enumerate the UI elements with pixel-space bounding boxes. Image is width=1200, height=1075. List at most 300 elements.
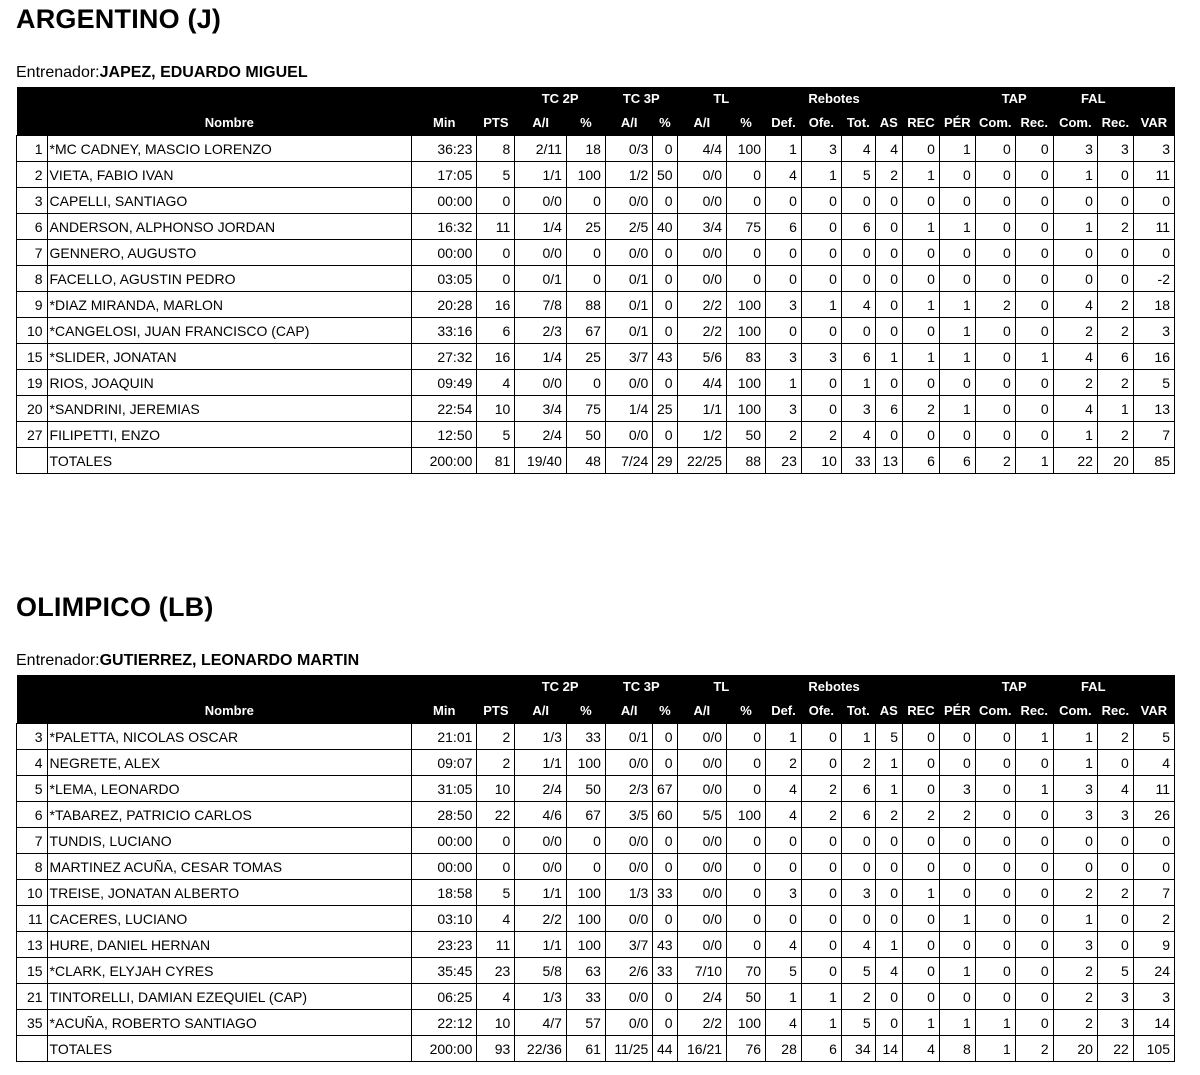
player-number: 21 <box>17 984 48 1010</box>
stat-cell: 0 <box>1015 854 1053 880</box>
stat-cell: 6 <box>841 344 875 370</box>
stat-cell: 0 <box>1097 188 1133 214</box>
column-header: Nombre <box>47 699 412 724</box>
stat-cell: 4 <box>1097 776 1133 802</box>
player-number <box>17 1036 48 1062</box>
stat-cell: 0 <box>975 188 1015 214</box>
stat-cell: 0 <box>875 240 902 266</box>
stat-cell: 0 <box>566 266 605 292</box>
stat-cell: 67 <box>566 318 605 344</box>
stat-cell: 0 <box>903 422 940 448</box>
stat-cell: 11 <box>477 932 515 958</box>
column-header: AS <box>875 699 902 724</box>
column-header: Ofe. <box>801 111 841 136</box>
stat-cell: 0 <box>975 776 1015 802</box>
stat-cell: 1/1 <box>515 880 567 906</box>
stat-cell: 0 <box>975 958 1015 984</box>
player-number: 3 <box>17 188 48 214</box>
stat-cell: 0 <box>975 344 1015 370</box>
stat-cell: 2/2 <box>677 318 727 344</box>
stat-cell: 2 <box>766 422 802 448</box>
player-number: 19 <box>17 370 48 396</box>
player-name: *TABAREZ, PATRICIO CARLOS <box>47 802 412 828</box>
player-row <box>17 724 1175 750</box>
player-row <box>17 802 1175 828</box>
stat-cell: 1/3 <box>605 880 652 906</box>
stat-cell: 23 <box>766 448 802 474</box>
stat-cell: 0/0 <box>515 828 567 854</box>
stat-cell: 0 <box>653 1010 677 1036</box>
stat-cell: 3 <box>1133 984 1174 1010</box>
stat-cell: 3 <box>939 776 975 802</box>
stat-cell: 0 <box>875 292 902 318</box>
column-header: PÉR <box>939 111 975 136</box>
player-row <box>17 188 1175 214</box>
stat-cell: 50 <box>566 776 605 802</box>
column-header: PTS <box>477 111 515 136</box>
stat-cell: 1 <box>766 136 802 162</box>
stat-cell: 0/0 <box>515 370 567 396</box>
stat-cell: 23:23 <box>412 932 477 958</box>
stat-cell: 100 <box>727 136 766 162</box>
player-number: 15 <box>17 344 48 370</box>
stat-cell: 1 <box>939 344 975 370</box>
stat-cell: 1/1 <box>677 396 727 422</box>
stat-cell: 0 <box>875 422 902 448</box>
stat-cell: 0 <box>653 318 677 344</box>
stat-cell: 83 <box>727 344 766 370</box>
stat-cell: 2/11 <box>515 136 567 162</box>
stat-cell: 4 <box>1133 750 1174 776</box>
stat-cell: 0 <box>939 370 975 396</box>
stat-cell: 18 <box>566 136 605 162</box>
stat-cell: 17:05 <box>412 162 477 188</box>
stat-cell: 2 <box>1053 984 1097 1010</box>
header-column-row <box>17 111 1175 136</box>
stat-cell: 8 <box>477 136 515 162</box>
stat-cell: 09:07 <box>412 750 477 776</box>
stat-cell: 0 <box>939 266 975 292</box>
stat-cell: 0 <box>801 828 841 854</box>
stat-cell: 0 <box>766 318 802 344</box>
stat-cell: 0 <box>766 906 802 932</box>
stat-cell: 10 <box>477 1010 515 1036</box>
stat-cell: 1 <box>801 984 841 1010</box>
stat-cell: 10 <box>801 448 841 474</box>
stat-cell: 28 <box>766 1036 802 1062</box>
stat-cell: 0 <box>1015 750 1053 776</box>
stat-cell: 0 <box>1053 240 1097 266</box>
header-tc3p: TC 3P <box>605 87 677 111</box>
stat-cell: 1 <box>1053 724 1097 750</box>
stat-cell: 5 <box>841 958 875 984</box>
stat-cell: 2 <box>903 802 940 828</box>
stat-cell: 4 <box>903 1036 940 1062</box>
stat-cell: 0 <box>477 854 515 880</box>
stat-cell: 2/4 <box>677 984 727 1010</box>
stat-cell: 0/0 <box>677 776 727 802</box>
stat-cell: 0 <box>903 370 940 396</box>
stat-cell: 2 <box>1133 906 1174 932</box>
stat-cell: 2 <box>1097 370 1133 396</box>
column-header: % <box>653 699 677 724</box>
column-header: Ofe. <box>801 699 841 724</box>
stat-cell: 4 <box>477 906 515 932</box>
stat-cell: 0 <box>727 266 766 292</box>
stat-cell: 2 <box>1053 880 1097 906</box>
stat-cell: 0 <box>875 984 902 1010</box>
stat-cell: 0 <box>841 188 875 214</box>
stat-cell: 0 <box>801 214 841 240</box>
header-fal: FAL <box>1053 87 1133 111</box>
stat-cell: 16/21 <box>677 1036 727 1062</box>
stat-cell: 0 <box>903 136 940 162</box>
stat-cell: 4 <box>841 292 875 318</box>
stat-cell: 0 <box>1015 396 1053 422</box>
stat-cell: 0/1 <box>605 724 652 750</box>
stat-cell: 3 <box>801 136 841 162</box>
stat-cell: 1 <box>801 162 841 188</box>
stat-cell: 0 <box>1053 188 1097 214</box>
stat-cell: 3 <box>1053 136 1097 162</box>
stat-cell: 22/25 <box>677 448 727 474</box>
player-name: *CLARK, ELYJAH CYRES <box>47 958 412 984</box>
stat-cell: 2 <box>875 802 902 828</box>
stat-cell: 2/4 <box>515 422 567 448</box>
stat-cell: 0 <box>975 984 1015 1010</box>
header-tc3p: TC 3P <box>605 675 677 699</box>
stat-cell: 2 <box>975 448 1015 474</box>
player-number: 8 <box>17 266 48 292</box>
stat-cell: 2/3 <box>515 318 567 344</box>
header-tap: TAP <box>975 675 1053 699</box>
stat-cell: 0 <box>903 318 940 344</box>
stat-cell: 7/24 <box>605 448 652 474</box>
stat-cell: 22 <box>1053 448 1097 474</box>
stat-cell: 0 <box>727 880 766 906</box>
stat-cell: 1 <box>801 1010 841 1036</box>
stat-cell: 0 <box>1097 162 1133 188</box>
stat-cell: 2 <box>801 776 841 802</box>
stat-cell: 33 <box>653 880 677 906</box>
stat-cell: 5 <box>1133 370 1174 396</box>
stat-cell: 0 <box>1097 854 1133 880</box>
stat-cell: 0 <box>975 318 1015 344</box>
header-tc2p: TC 2P <box>515 675 606 699</box>
column-header: % <box>727 699 766 724</box>
stat-cell: 5/8 <box>515 958 567 984</box>
stat-cell: 0 <box>766 240 802 266</box>
stat-cell: 0 <box>766 266 802 292</box>
stat-cell: 0 <box>801 880 841 906</box>
stat-cell: 0 <box>801 240 841 266</box>
stat-cell: 24 <box>1133 958 1174 984</box>
stat-cell: 20 <box>1097 448 1133 474</box>
stat-cell: 3 <box>1133 318 1174 344</box>
stat-cell: 8 <box>939 1036 975 1062</box>
stat-cell: 6 <box>801 1036 841 1062</box>
stat-cell: 0 <box>653 854 677 880</box>
stat-cell: 00:00 <box>412 240 477 266</box>
stat-cell: 0 <box>875 854 902 880</box>
stat-cell: 0 <box>975 240 1015 266</box>
stat-cell: 2 <box>1097 318 1133 344</box>
stat-cell: 0 <box>1015 958 1053 984</box>
stat-cell: 0 <box>727 240 766 266</box>
stat-cell: 22 <box>1097 1036 1133 1062</box>
column-header: Def. <box>766 699 802 724</box>
stat-cell: 0 <box>727 854 766 880</box>
stat-cell: 3 <box>766 396 802 422</box>
stat-cell: 13 <box>875 448 902 474</box>
stat-cell: 0 <box>975 162 1015 188</box>
stat-cell: 6 <box>1097 344 1133 370</box>
stat-cell: 40 <box>653 214 677 240</box>
stat-cell: 33 <box>841 448 875 474</box>
stat-cell: 0 <box>1015 906 1053 932</box>
stat-cell: 0 <box>939 984 975 1010</box>
stat-cell: 0 <box>903 906 940 932</box>
stat-cell: 0 <box>903 750 940 776</box>
player-name: FACELLO, AGUSTIN PEDRO <box>47 266 412 292</box>
stat-cell: 11 <box>477 214 515 240</box>
player-number: 6 <box>17 214 48 240</box>
stat-cell: 4 <box>1053 292 1097 318</box>
stat-cell: 1/3 <box>515 724 567 750</box>
stat-cell: 34 <box>841 1036 875 1062</box>
column-header: A/I <box>677 699 727 724</box>
stat-cell: 67 <box>566 802 605 828</box>
stat-cell: 3 <box>1097 984 1133 1010</box>
stat-cell: 5 <box>1133 724 1174 750</box>
stat-cell: 100 <box>566 932 605 958</box>
stat-cell: 0 <box>975 750 1015 776</box>
player-row <box>17 162 1175 188</box>
stat-cell: 4/6 <box>515 802 567 828</box>
header-group-row <box>17 675 1175 699</box>
stat-cell: 100 <box>566 162 605 188</box>
stat-cell: 0 <box>727 932 766 958</box>
stat-cell: 0/0 <box>605 854 652 880</box>
stat-cell: 0/0 <box>605 1010 652 1036</box>
player-name: TOTALES <box>47 448 412 474</box>
stat-cell: 1 <box>903 344 940 370</box>
column-header: % <box>727 111 766 136</box>
stat-cell: 7/10 <box>677 958 727 984</box>
header-tap: TAP <box>975 87 1053 111</box>
stat-cell: 28:50 <box>412 802 477 828</box>
player-number: 27 <box>17 422 48 448</box>
stat-cell: 1 <box>975 1010 1015 1036</box>
stat-cell: 0/0 <box>605 750 652 776</box>
stat-cell: 0/0 <box>677 880 727 906</box>
stat-cell: 75 <box>727 214 766 240</box>
player-row <box>17 750 1175 776</box>
column-header: Tot. <box>841 111 875 136</box>
stat-cell: 0 <box>939 162 975 188</box>
stat-cell: 0/1 <box>605 266 652 292</box>
header-group-row <box>17 87 1175 111</box>
stat-cell: 0/1 <box>515 266 567 292</box>
stat-cell: 0 <box>903 828 940 854</box>
stat-cell: 7/8 <box>515 292 567 318</box>
player-number: 7 <box>17 828 48 854</box>
stat-cell: 1 <box>903 1010 940 1036</box>
stat-cell: 6 <box>766 214 802 240</box>
stat-cell: 2 <box>1053 1010 1097 1036</box>
stat-cell: 0 <box>801 266 841 292</box>
stat-cell: 5 <box>1097 958 1133 984</box>
stat-cell: 0 <box>727 776 766 802</box>
stat-cell: 6 <box>841 802 875 828</box>
stat-cell: 0 <box>477 188 515 214</box>
column-header: Tot. <box>841 699 875 724</box>
player-row <box>17 1010 1175 1036</box>
stat-cell: 1 <box>875 344 902 370</box>
stat-cell: 63 <box>566 958 605 984</box>
stat-cell: 2 <box>975 292 1015 318</box>
stat-cell: 1/4 <box>515 214 567 240</box>
stat-cell: 0 <box>801 958 841 984</box>
stat-cell: 2/2 <box>677 292 727 318</box>
stat-cell: 2/5 <box>605 214 652 240</box>
stat-cell: 200:00 <box>412 1036 477 1062</box>
stat-cell: 9 <box>1133 932 1174 958</box>
stat-cell: 0 <box>566 188 605 214</box>
stat-cell: 1 <box>939 1010 975 1036</box>
stat-cell: 0 <box>653 292 677 318</box>
stat-cell: 00:00 <box>412 188 477 214</box>
stat-cell: 2/2 <box>515 906 567 932</box>
stat-cell: 0 <box>1097 750 1133 776</box>
stat-cell: 4 <box>841 422 875 448</box>
stat-cell: 16:32 <box>412 214 477 240</box>
stat-cell: 10 <box>477 396 515 422</box>
stat-cell: 6 <box>939 448 975 474</box>
stat-cell: 3/4 <box>677 214 727 240</box>
stat-cell: 33 <box>566 984 605 1010</box>
column-header: Com. <box>1053 111 1097 136</box>
stat-cell: 11 <box>1133 214 1174 240</box>
stat-cell: 0/0 <box>677 266 727 292</box>
stat-cell: 2 <box>477 724 515 750</box>
stat-cell: 25 <box>653 396 677 422</box>
stat-cell: 50 <box>727 422 766 448</box>
team-title: ARGENTINO (J) <box>16 4 222 34</box>
stat-cell: 1 <box>939 318 975 344</box>
stat-cell: 4 <box>1053 344 1097 370</box>
stat-cell: 85 <box>1133 448 1174 474</box>
player-row <box>17 828 1175 854</box>
stat-cell: 4 <box>477 370 515 396</box>
stat-cell: 0/0 <box>677 724 727 750</box>
stat-cell: 1 <box>801 292 841 318</box>
stat-cell: 3/7 <box>605 932 652 958</box>
stat-cell: 3 <box>1097 136 1133 162</box>
stat-cell: 06:25 <box>412 984 477 1010</box>
stat-cell: 3 <box>801 344 841 370</box>
stat-cell: 0 <box>1015 828 1053 854</box>
stat-cell: 50 <box>727 984 766 1010</box>
player-name: *CANGELOSI, JUAN FRANCISCO (CAP) <box>47 318 412 344</box>
stat-cell: 1 <box>1015 776 1053 802</box>
stat-cell: 0 <box>1015 318 1053 344</box>
stat-cell: 0 <box>903 932 940 958</box>
stat-cell: 0/0 <box>605 984 652 1010</box>
stat-cell: 2/6 <box>605 958 652 984</box>
stat-cell: 0 <box>1015 162 1053 188</box>
column-header: Rec. <box>1015 111 1053 136</box>
stat-cell: 0 <box>975 854 1015 880</box>
player-name: *LEMA, LEONARDO <box>47 776 412 802</box>
stat-cell: 4 <box>875 958 902 984</box>
stat-cell: 6 <box>903 448 940 474</box>
stat-cell: 0 <box>1015 984 1053 1010</box>
stat-cell: 00:00 <box>412 854 477 880</box>
stat-cell: 200:00 <box>412 448 477 474</box>
stat-cell: 0 <box>875 906 902 932</box>
stat-cell: 0 <box>939 932 975 958</box>
stat-cell: 0 <box>801 724 841 750</box>
stat-cell: 0 <box>903 240 940 266</box>
player-row <box>17 396 1175 422</box>
player-number: 2 <box>17 162 48 188</box>
player-number: 35 <box>17 1010 48 1036</box>
stat-cell: 0/3 <box>605 136 652 162</box>
stat-cell: 18 <box>1133 292 1174 318</box>
column-header: A/I <box>515 111 567 136</box>
stat-cell: 100 <box>727 318 766 344</box>
stat-cell: 1 <box>1053 906 1097 932</box>
stat-cell: 2 <box>1015 1036 1053 1062</box>
player-number: 4 <box>17 750 48 776</box>
stat-cell: 2 <box>1097 724 1133 750</box>
column-header: Min <box>412 699 477 724</box>
stat-cell: 33 <box>653 958 677 984</box>
player-name: FILIPETTI, ENZO <box>47 422 412 448</box>
stat-cell: 1/1 <box>515 162 567 188</box>
stat-cell: 0/0 <box>515 188 567 214</box>
player-name: CACERES, LUCIANO <box>47 906 412 932</box>
stat-cell: 0 <box>801 318 841 344</box>
stat-cell: 0 <box>975 724 1015 750</box>
player-number: 3 <box>17 724 48 750</box>
stat-cell: 43 <box>653 344 677 370</box>
stat-cell: 0 <box>1015 292 1053 318</box>
stat-cell: 3/5 <box>605 802 652 828</box>
player-row <box>17 292 1175 318</box>
stat-cell: 0 <box>1015 136 1053 162</box>
stat-cell: 0 <box>903 958 940 984</box>
stat-cell: 18:58 <box>412 880 477 906</box>
stat-cell: 0 <box>766 188 802 214</box>
stat-cell: 0 <box>1015 880 1053 906</box>
stat-cell: 50 <box>566 422 605 448</box>
stat-cell: 0 <box>903 188 940 214</box>
stat-cell: 0 <box>801 932 841 958</box>
stat-cell: 09:49 <box>412 370 477 396</box>
stat-cell: 2/2 <box>677 1010 727 1036</box>
stat-cell: 0 <box>653 750 677 776</box>
stat-cell: 0/0 <box>605 240 652 266</box>
coach-line <box>16 652 359 670</box>
column-header: PÉR <box>939 699 975 724</box>
column-header: Def. <box>766 111 802 136</box>
stat-cell: 0 <box>801 188 841 214</box>
stat-cell: 100 <box>566 750 605 776</box>
column-header: Rec. <box>1097 111 1133 136</box>
column-header: Com. <box>1053 699 1097 724</box>
